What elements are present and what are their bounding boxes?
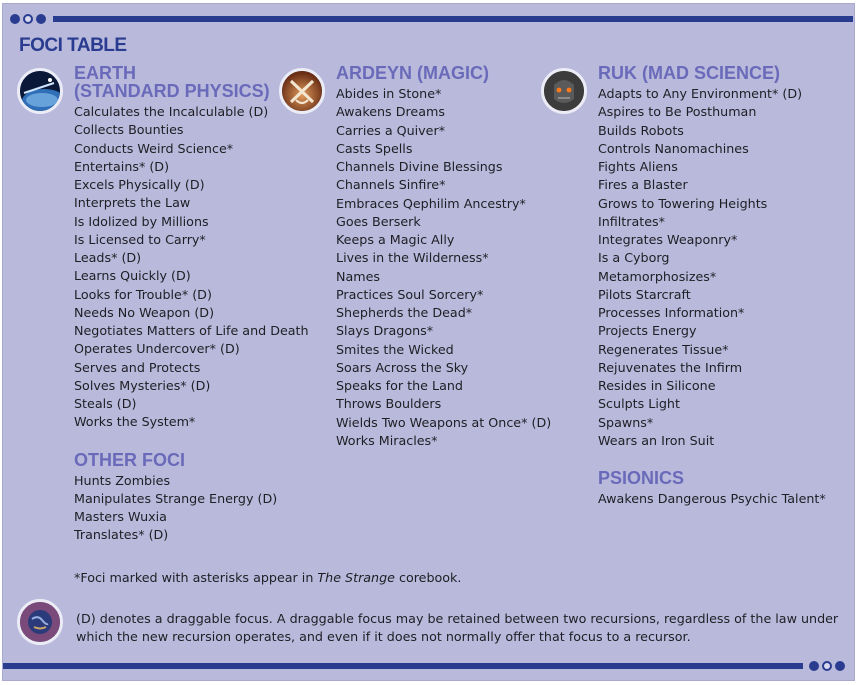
focus-item: Infiltrates* — [598, 213, 665, 229]
focus-item: Collects Bounties — [74, 122, 184, 138]
focus-item: Controls Nanomachines — [598, 140, 749, 156]
focus-item: Processes Information* — [598, 305, 745, 320]
focus-item: Rejuvenates the Infirm — [598, 359, 743, 375]
bottom-dot-3 — [835, 661, 845, 671]
focus-item: Translates* (D) — [74, 527, 169, 543]
focus-item: Hunts Zombies — [74, 472, 171, 488]
focus-item: Grows to Towering Heights — [598, 195, 768, 211]
focus-item: Masters Wuxia — [74, 509, 167, 524]
focus-item: Shepherds the Dead* — [336, 305, 473, 320]
bottom-dot-1 — [809, 661, 819, 671]
earth-heading: EARTH (STANDARD PHYSICS) — [74, 63, 270, 101]
focus-item: Goes Berserk — [336, 213, 421, 229]
bottom-dot-2 — [822, 661, 832, 671]
robot-head-icon — [541, 68, 587, 114]
focus-item: Carries a Quiver* — [336, 122, 446, 138]
globe-icon — [17, 599, 63, 645]
focus-item: Integrates Weaponry* — [598, 232, 738, 247]
focus-item: Fires a Blaster — [598, 177, 688, 193]
focus-item: Conducts Weird Science* — [74, 140, 234, 156]
focus-item: Channels Divine Blessings — [336, 159, 503, 174]
foci-table-panel — [2, 3, 855, 681]
focus-item: Channels Sinfire* — [336, 177, 446, 193]
focus-item: Looks for Trouble* (D) — [74, 286, 212, 302]
focus-item: Negotiates Matters of Life and Death — [74, 323, 309, 338]
focus-item: Spawns* — [598, 414, 654, 430]
ruk-foci-list — [598, 85, 826, 450]
focus-item: Casts Spells — [336, 140, 413, 156]
focus-item: Wears an Iron Suit — [598, 432, 715, 448]
focus-item: Is a Cyborg — [598, 250, 670, 266]
focus-item: Fights Aliens — [598, 159, 678, 174]
focus-item: Abides in Stone* — [336, 86, 442, 101]
ardeyn-foci-list — [336, 85, 551, 450]
psionics-heading: PSIONICS — [598, 468, 685, 488]
focus-item: Works the System* — [74, 414, 196, 430]
draggable-note: (D) denotes a draggable focus. A draggable focus may be retained between two recursions, regardless of the law under which the new recursion operates, and even if it does not normally offer that focus to a recursor. — [76, 611, 839, 644]
ardeyn-heading: ARDEYN (MAGIC) — [336, 63, 489, 83]
psionics-foci-list — [598, 490, 826, 508]
focus-item: Solves Mysteries* (D) — [74, 377, 211, 393]
focus-item: Entertains* (D) — [74, 158, 170, 174]
focus-item: Interprets the Law — [74, 195, 191, 211]
focus-item: Learns Quickly (D) — [74, 268, 191, 284]
focus-item: Resides in Silicone — [598, 378, 716, 393]
focus-item: Builds Robots — [598, 122, 684, 138]
focus-item: Names — [336, 268, 381, 284]
focus-item: Practices Soul Sorcery* — [336, 286, 484, 302]
corebook-title: The Strange — [317, 570, 395, 585]
earth-column — [74, 64, 309, 545]
focus-item: Wields Two Weapons at Once* (D) — [336, 414, 552, 430]
ardeyn-column — [336, 64, 551, 450]
focus-item: Awakens Dangerous Psychic Talent* — [598, 491, 826, 506]
focus-item: Calculates the Incalculable (D) — [74, 104, 269, 119]
focus-item: Serves and Protects — [74, 359, 201, 375]
page-title: FOCI TABLE — [19, 35, 127, 56]
top-dot-1 — [10, 14, 20, 24]
other-foci-heading: OTHER FOCI — [74, 449, 185, 470]
focus-item: Steals (D) — [74, 396, 137, 411]
crossed-swords-icon — [279, 68, 325, 114]
focus-item: Is Idolized by Millions — [74, 213, 209, 229]
focus-item: Soars Across the Sky — [336, 359, 469, 375]
focus-item: Throws Boulders — [336, 396, 442, 412]
focus-item: Projects Energy — [598, 323, 697, 339]
focus-item: Aspires to Be Posthuman — [598, 104, 757, 120]
focus-item: Leads* (D) — [74, 250, 142, 265]
focus-item: Needs No Weapon (D) — [74, 304, 215, 320]
earth-foci-list — [74, 103, 309, 432]
top-dot-3 — [36, 14, 46, 24]
focus-item: Is Licensed to Carry* — [74, 231, 206, 247]
focus-item: Smites the Wicked — [336, 341, 454, 357]
top-rule — [53, 16, 853, 22]
focus-item: Operates Undercover* (D) — [74, 341, 240, 357]
bottom-rule — [3, 663, 803, 669]
focus-item: Metamorphosizes* — [598, 268, 717, 284]
focus-item: Keeps a Magic Ally — [336, 232, 455, 247]
focus-item: Manipulates Strange Energy (D) — [74, 490, 278, 506]
ruk-column — [598, 64, 826, 508]
focus-item: Adapts to Any Environment* (D) — [598, 86, 803, 101]
earth-orbit-icon — [17, 68, 63, 114]
focus-item: Speaks for the Land — [336, 378, 463, 393]
focus-item: Regenerates Tissue* — [598, 341, 729, 357]
focus-item: Embraces Qephilim Ancestry* — [336, 195, 526, 211]
focus-item: Slays Dragons* — [336, 323, 434, 339]
focus-item: Excels Physically (D) — [74, 177, 205, 192]
focus-item: Awakens Dreams — [336, 104, 445, 120]
focus-item: Lives in the Wilderness* — [336, 250, 489, 266]
ruk-heading: RUK (MAD SCIENCE) — [598, 63, 780, 83]
focus-item: Works Miracles* — [336, 432, 438, 448]
other-foci-list — [74, 472, 309, 545]
focus-item: Pilots Starcraft — [598, 286, 691, 302]
asterisk-footnote: *Foci marked with asterisks appear in The Strange corebook. — [74, 570, 462, 585]
focus-item: Sculpts Light — [598, 396, 680, 412]
top-dot-2 — [23, 14, 33, 24]
